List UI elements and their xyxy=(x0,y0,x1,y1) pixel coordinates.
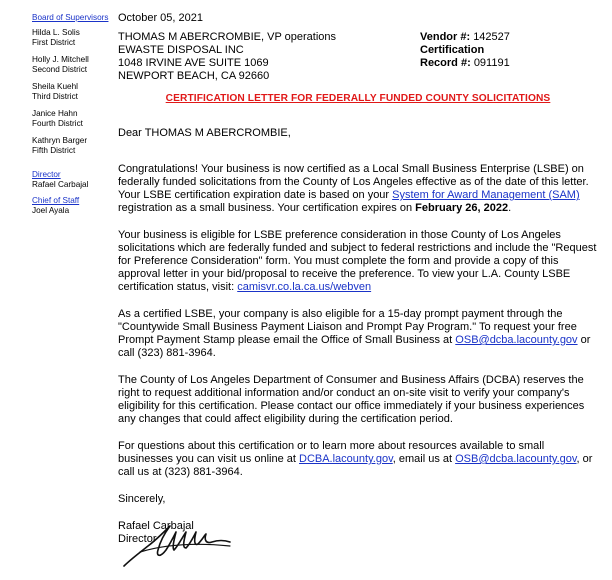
signer-title: Director xyxy=(118,533,157,545)
sidebar-member xyxy=(32,82,112,102)
salutation: Dear THOMAS M ABERCROMBIE, xyxy=(118,127,291,139)
paragraph-prompt-payment xyxy=(118,308,598,360)
letter-title: CERTIFICATION LETTER FOR FEDERALLY FUNDED COUNTY SOLICITATIONS xyxy=(165,93,551,104)
letter-body xyxy=(118,12,598,546)
p5-text: , or call us at (323) 881-3964. xyxy=(118,453,593,478)
closing: Sincerely, xyxy=(118,493,166,505)
member-name: Kathryn Barger xyxy=(32,136,88,145)
p3-text: As a certified LSBE, your company is also eligible for a 15-day prompt payment through the "Countywide Small Business Payment Liaison and Prompt Pay Program." To request your free Prompt Payment Stamp please email the Office of Small Business at xyxy=(118,308,577,346)
board-of-supervisors-link[interactable]: Board of Supervisors xyxy=(32,13,109,22)
chief-of-staff-name: Joel Ayala xyxy=(32,206,70,215)
p1-text: . xyxy=(508,202,512,214)
p5-text: For questions about this certification or to learn more about resources available to small businesses you can visit us online at xyxy=(118,440,545,465)
member-district: Fourth District xyxy=(32,119,83,128)
member-district: Second District xyxy=(32,65,88,74)
osb-email-link[interactable]: OSB@dcba.lacounty.gov xyxy=(455,334,578,346)
dcba-website-link[interactable]: DCBA.lacounty.gov xyxy=(299,453,393,465)
p3-text: or call (323) 881-3964. xyxy=(118,334,591,359)
record-label: Record #: xyxy=(420,57,471,69)
letter-date: October 05, 2021 xyxy=(118,12,204,24)
chief-of-staff-block xyxy=(32,196,112,216)
recipient-line: 1048 IRVINE AVE SUITE 1069 xyxy=(118,57,269,69)
sidebar-member xyxy=(32,28,112,48)
recipient-line: THOMAS M ABERCROMBIE, VP operations xyxy=(118,31,337,43)
p5-text: , email us at xyxy=(392,453,456,465)
p2-text: Your business is eligible for LSBE preference consideration in those County of Los Angeles solicitations which are federally funded and subject to federal restrictions and include the "Request for Preference Consideration" form. You must complete the form and provide a copy of this approval letter in your bid/proposal to receive the preference. To view your L.A. County LSBE certification status, visit: xyxy=(118,229,597,293)
recipient-address xyxy=(118,31,418,83)
camisvr-link[interactable]: camisvr.co.la.ca.us/webven xyxy=(237,281,372,293)
paragraph-questions xyxy=(118,440,598,479)
certification-label: Certification xyxy=(420,44,485,56)
member-name: Holly J. Mitchell xyxy=(32,55,89,64)
recipient-line: EWASTE DISPOSAL INC xyxy=(118,44,244,56)
member-name: Sheila Kuehl xyxy=(32,82,78,91)
member-name: Hilda L. Solis xyxy=(32,28,80,37)
sidebar-member xyxy=(32,109,112,129)
sidebar xyxy=(32,13,112,216)
member-district: First District xyxy=(32,38,76,47)
member-name: Janice Hahn xyxy=(32,109,78,118)
member-district: Third District xyxy=(32,92,78,101)
p1-text: registration as a small business. Your certification expires on xyxy=(118,202,416,214)
sidebar-member xyxy=(32,136,112,156)
member-district: Fifth District xyxy=(32,146,76,155)
expiry-date: February 26, 2022 xyxy=(415,202,509,214)
paragraph-congratulations xyxy=(118,163,598,215)
sidebar-member xyxy=(32,55,112,75)
signature-image xyxy=(120,520,235,572)
sam-link[interactable]: System for Award Management (SAM) xyxy=(392,189,580,201)
osb-email-link-2[interactable]: OSB@dcba.lacounty.gov xyxy=(455,453,577,465)
p1-text: Congratulations! Your business is now certified as a Local Small Business Enterprise (LSBE) on federally funded solicitations from the County of Los Angeles effective as of the date of this letter. Your LSBE certification expiration date is based on your xyxy=(118,163,589,201)
paragraph-preference xyxy=(118,229,598,294)
vendor-info xyxy=(420,31,510,70)
header-block xyxy=(118,31,598,85)
director-link[interactable]: Director xyxy=(32,170,61,179)
chief-of-staff-link[interactable]: Chief of Staff xyxy=(32,196,80,205)
signer-name: Rafael Carbajal xyxy=(118,520,194,532)
vendor-label: Vendor #: xyxy=(420,31,471,43)
director-name: Rafael Carbajal xyxy=(32,180,89,189)
director-block xyxy=(32,170,112,190)
record-number: 091191 xyxy=(473,57,510,69)
paragraph-dcba-rights: The County of Los Angeles Department of Consumer and Business Affairs (DCBA) reserves the right to request additional information and/or conduct an on-site visit to verify your company's eligibility for this certification. Please contact our office immediately if your business experiences any changes that could affect eligibility during the certification period. xyxy=(118,374,585,425)
vendor-number: 142527 xyxy=(473,31,510,43)
recipient-line: NEWPORT BEACH, CA 92660 xyxy=(118,70,270,82)
